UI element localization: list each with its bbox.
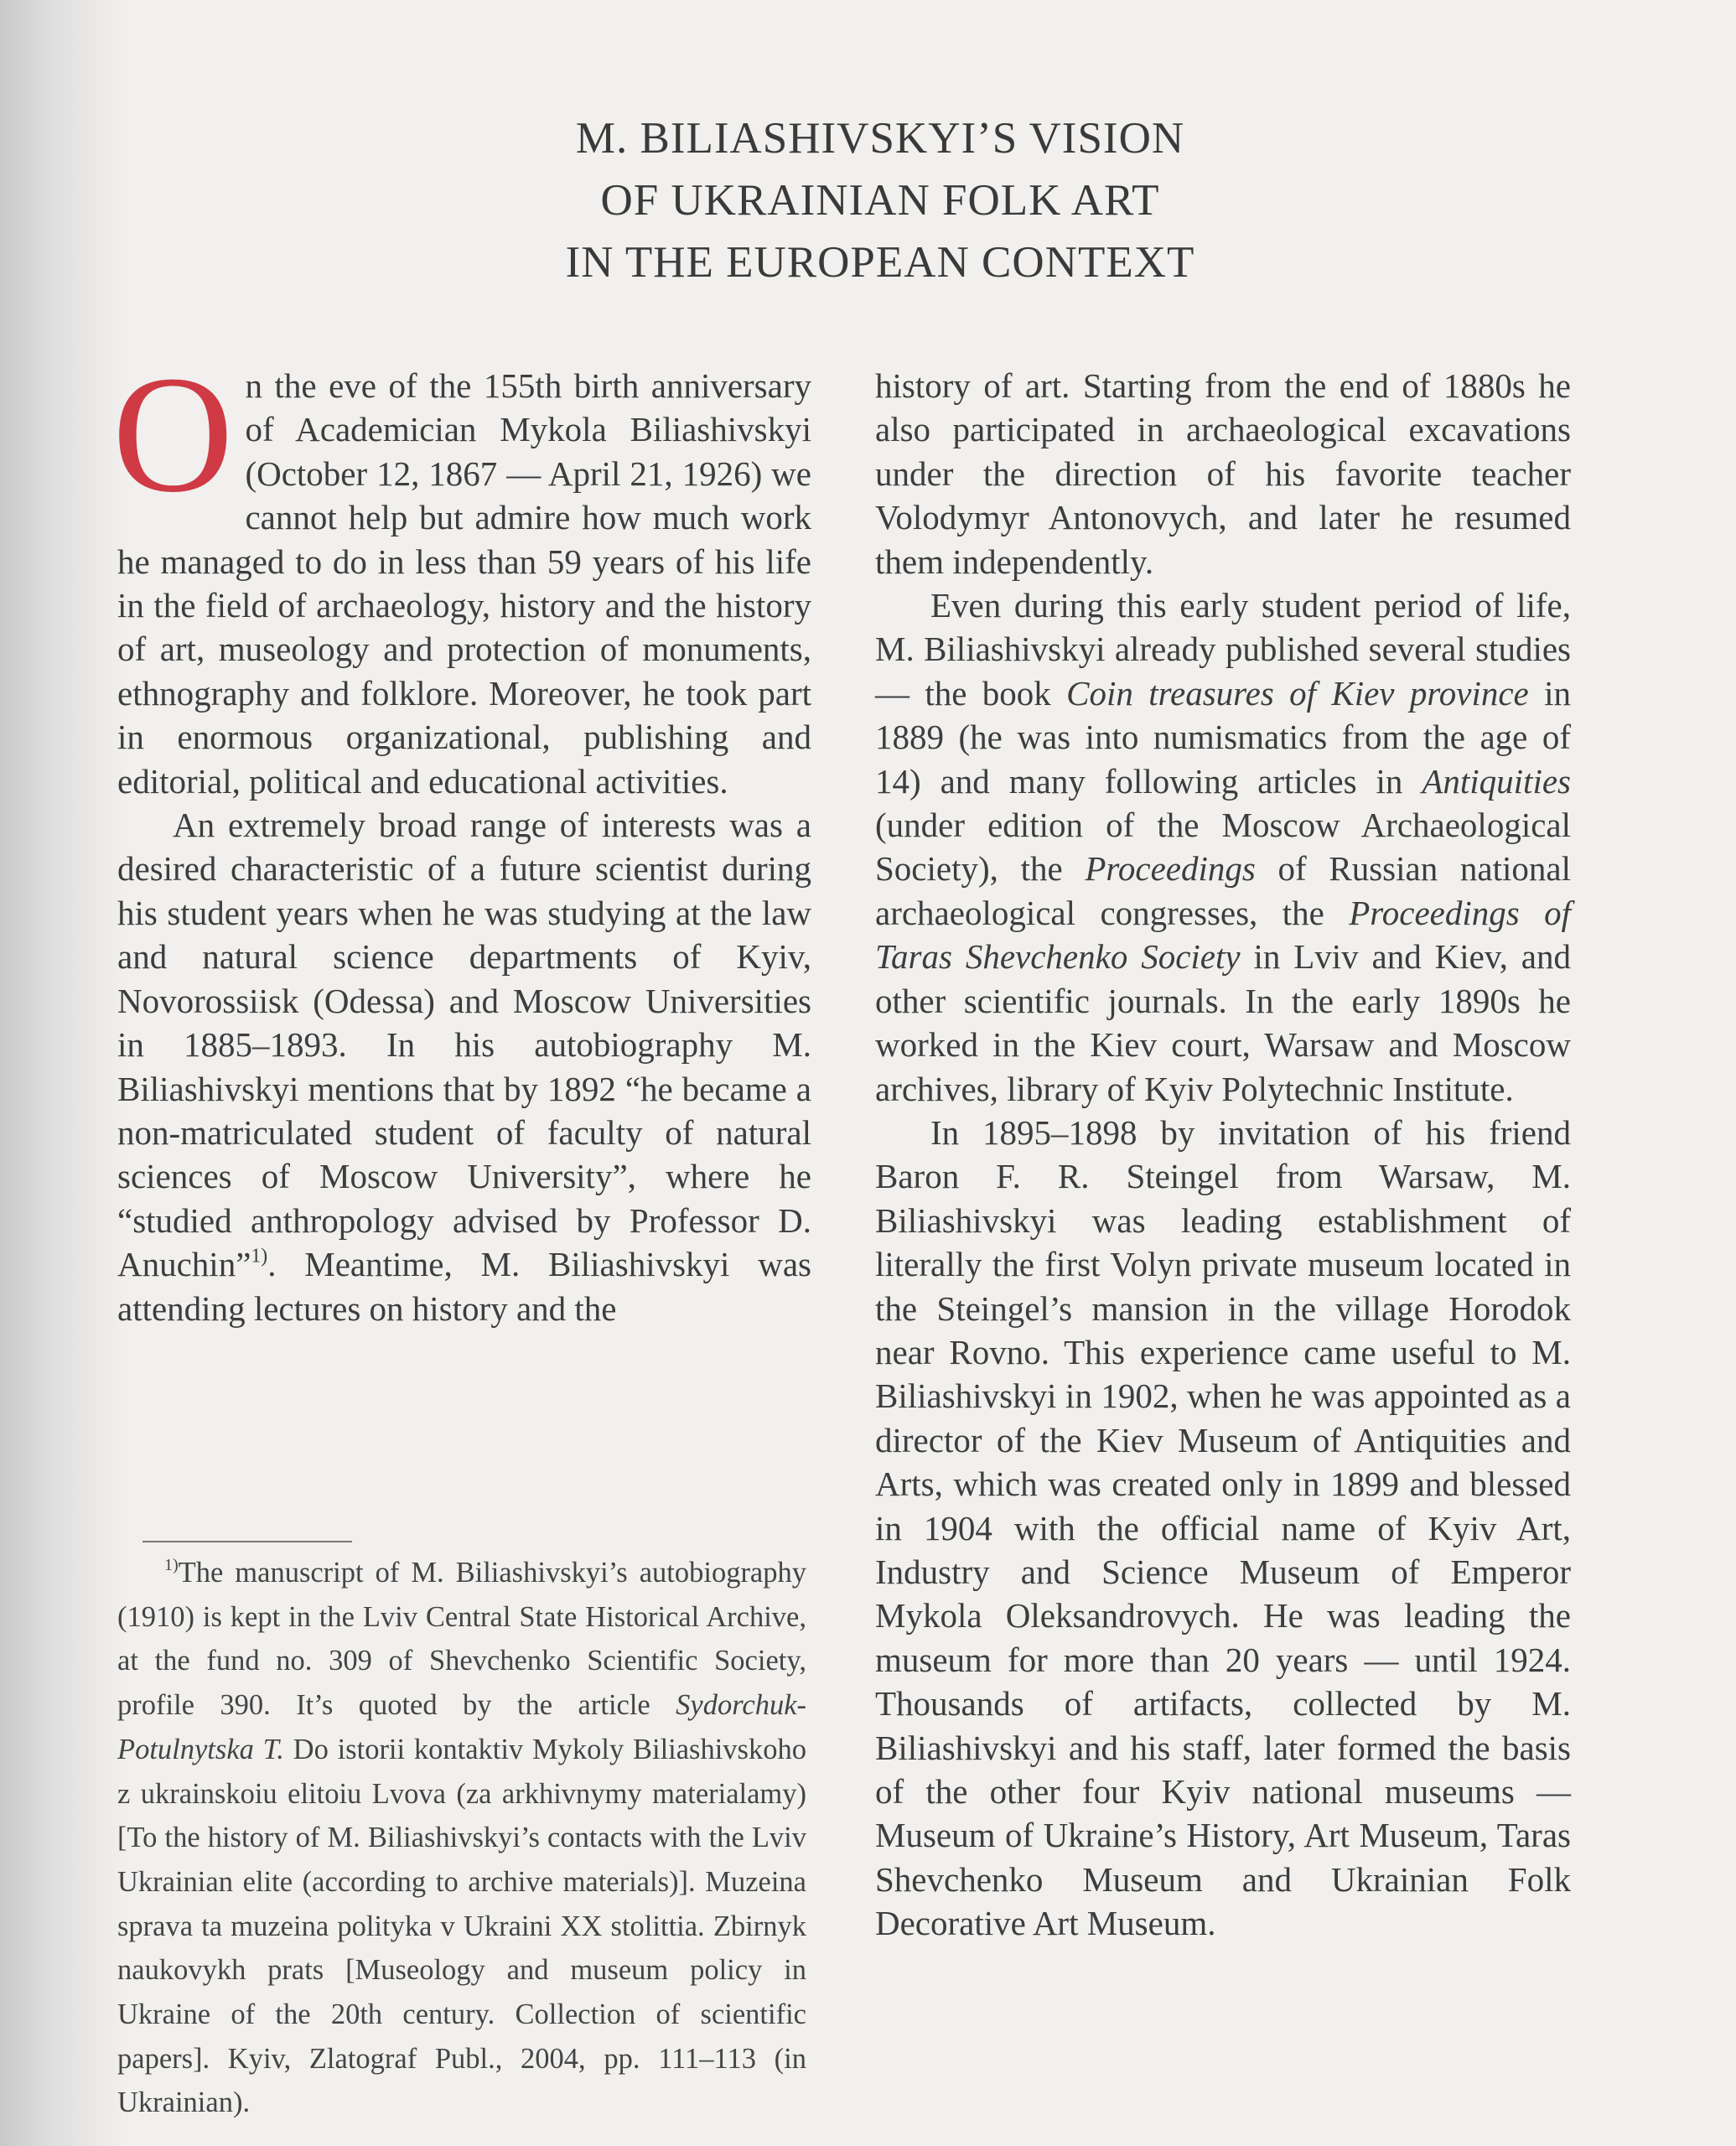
paragraph: Even during this early student period of life, M. Biliashivskyi already published several studies — the book Coin treasures of Kiev province in 1889 (he was into numismatics from the age of 14) and many following articles in Antiquities (under edition of the Moscow Archaeological Society), the Proceedings of Russian national archaeological congresses, the Proceedings of Taras Shevchenko Society in Lviv and Kiev, and other scientific journals. In the early 1890s he worked in the Kiev court, Warsaw and Moscow archives, library of Kyiv Polytechnic Institute. xyxy=(875,586,1572,1108)
paragraph xyxy=(112,342,811,803)
paragraph-text: An extremely broad range of interests was a desired characteristic of a future scientist during his student years when he was studying at the law and natural science departments of Kyiv, Novorossiisk (Odessa) and Moscow Universities in 1885–1893. In his autobiography M. Biliashivskyi mentions that by 1892 “he became a non-matriculated student of faculty of natural sciences of Moscow University”, where he “studied anthropology advised by Professor D. Anuchin” xyxy=(117,806,811,1284)
footnote-text: $^{1)}$The manuscript of M. Biliashivskyi’s autobiography (1910) is kept in the Lviv Central State Historical Archive, at the fund no. 309 of Shevchenko Scientific Society, profile 390. It’s quoted by the article Sydorchuk-Potulnytska T. Do istorii kontaktiv Mykoly Biliashivskoho z ukrainskoiu elitoiu Lvova (za arkhivnymy materialamy) [To the history of M. Biliashivskyi’s contacts with the Lviv Ukrainian elite (according to archive materials)]. Muzeina sprava ta muzeina polityka v Ukraini XX stolittia. Zbirnyk naukovykh prats [Museology and museum policy in Ukraine of the 20th century. Collection of scientific papers]. Kyiv, Zlatograf Publ., 2004, pp. 111–113 (in Ukrainian). xyxy=(117,1556,806,2119)
paragraph-text: . Meantime, M. Biliashivskyi was attending lectures on history and the xyxy=(117,1245,811,1328)
footnote-divider xyxy=(143,1541,352,1542)
footnote-reference[interactable]: 1) xyxy=(251,1245,268,1267)
title-line-2: OF UKRAINIAN FOLK ART xyxy=(600,176,1160,225)
paragraph-text: n the eve of the 155th birth anniversary of Academician Mykola Biliashivskyi (October 12, 1867 — April 21, 1926) we cannot help but admire how much work he managed to do in less than 59 years of his life in the field of archaeology, history and the history of art, museology and protection of monuments, ethnography and folklore. Moreover, he took part in enormous organizational, publishing and editorial, political and educational activities. xyxy=(117,366,811,801)
cited-author: Sydorchuk-Potulnytska T. xyxy=(117,1689,806,1765)
footnote-mark: 1) xyxy=(164,1556,179,1574)
paragraph-text: In 1895–1898 by invitation of his friend Baron F. R. Steingel from Warsaw, M. Biliashivskyi was leading establishment of literally the first Volyn private museum located in the Steingel’s mansion in the village Horodok near Rovno. This experience came useful to M. Biliashivskyi in 1902, when he was appointed as a director of the Kiev Museum of Antiquities and Arts, which was created only in 1899 and blessed in 1904 with the official name of Kyiv Art, Industry and Science Museum of Emperor Mykola Oleksandrovych. He was leading the museum for more than 20 years — until 1924. Thousands of artifacts, collected by M. Biliashivskyi and his staff, later formed the basis of the other four Kyiv national museums — Museum of Ukraine’s History, Art Museum, Taras Shevchenko Museum and Ukrainian Folk Decorative Art Museum. xyxy=(875,1112,1571,1943)
journal-title: Antiquities xyxy=(1422,761,1571,801)
paragraph-text: history of art. Starting from the end of 1880s he also participated in archaeological excavations under the direction of his favorite teacher Volodymyr Antonovych, and later he resumed them independently. xyxy=(875,366,1571,581)
book-title: Coin treasures of Kiev province xyxy=(1066,673,1529,713)
drop-cap: O xyxy=(112,342,234,527)
journal-title: Proceedings xyxy=(1085,849,1256,889)
paragraph xyxy=(117,803,811,1330)
title-line-1: M. BILIASHIVSKYI’S VISION xyxy=(575,114,1185,163)
left-column xyxy=(112,342,811,1330)
footnote xyxy=(117,1551,806,2125)
journal-title: Proceedings of Taras Shevchenko Society xyxy=(875,893,1572,977)
article-title xyxy=(419,107,1341,293)
title-line-3: IN THE EUROPEAN CONTEXT xyxy=(565,238,1195,287)
paragraph xyxy=(875,364,1571,583)
book-spine-shadow xyxy=(0,0,126,2146)
right-column xyxy=(875,364,1571,1946)
paragraph xyxy=(875,1111,1571,1946)
